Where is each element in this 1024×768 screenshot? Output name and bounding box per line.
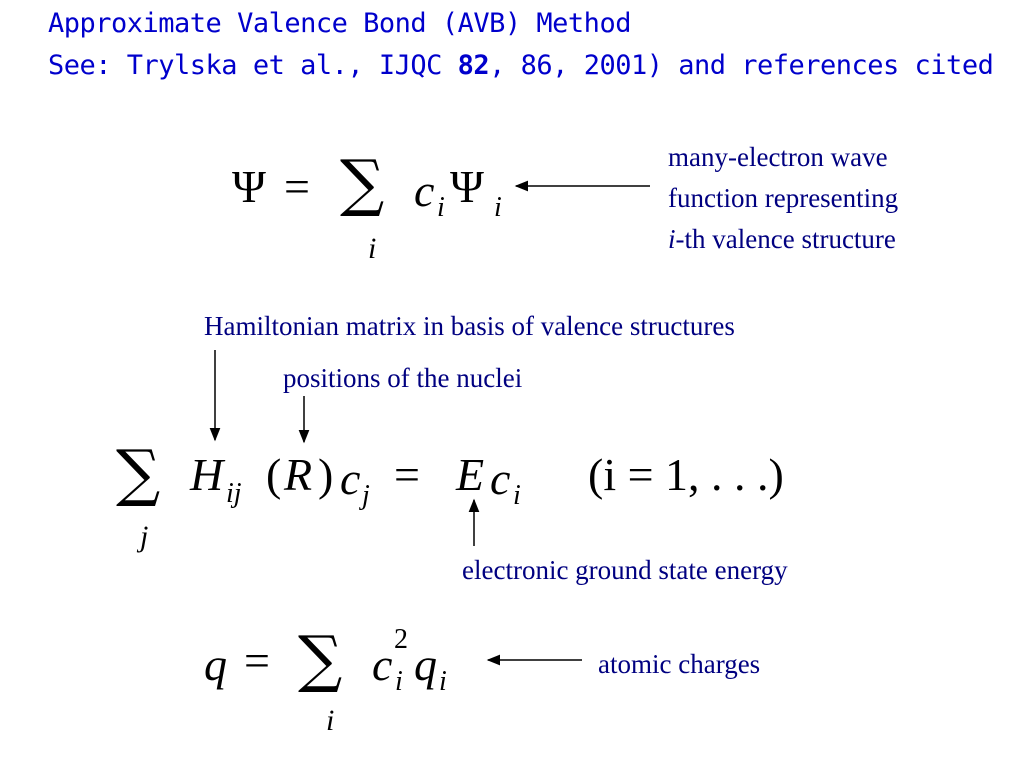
nuclei-annotation: positions of the nuclei — [283, 363, 523, 393]
eig-index-range: (i = 1, . . .) — [588, 449, 784, 500]
ch-c: c — [372, 639, 393, 690]
eig-c-sub: j — [362, 480, 370, 511]
eig-H-sub: ij — [226, 478, 242, 509]
ch-sum-symbol: ∑ — [298, 622, 343, 695]
hamiltonian-annotation: Hamiltonian matrix in basis of valence structures — [204, 311, 735, 341]
eig-R: R — [284, 449, 313, 500]
wf-lhs-psi: Ψ — [232, 161, 266, 212]
wf-equals: = — [284, 161, 310, 212]
energy-annotation: electronic ground state energy — [462, 555, 788, 585]
ch-equals: = — [244, 635, 270, 686]
citation-prefix: See: Trylska et al., IJQC — [48, 50, 458, 81]
wf-psi-sub: i — [494, 192, 502, 223]
wf-coef-sub: i — [437, 192, 445, 223]
eig-ci-sub: i — [513, 480, 521, 511]
wave-annotation-index: i — [668, 224, 676, 254]
eig-sum-symbol: ∑ — [116, 436, 161, 509]
wf-sum-symbol: ∑ — [340, 146, 385, 219]
wf-coef: c — [414, 165, 435, 216]
eig-sum-index: j — [140, 520, 149, 553]
slide-title: Approximate Valence Bond (AVB) Method — [48, 8, 631, 39]
ch-lhs-q: q — [204, 639, 227, 690]
ch-c-sup: 2 — [394, 624, 408, 655]
wave-annotation-rest: -th valence structure — [675, 224, 896, 254]
eig-equals: = — [394, 449, 420, 500]
eig-H: H — [190, 449, 224, 500]
ch-c-sub: i — [395, 666, 403, 697]
eig-c: c — [340, 453, 361, 504]
citation-suffix: , 86, 2001) and references cited — [489, 50, 994, 81]
wf-sum-index: i — [368, 232, 377, 265]
ch-sum-index: i — [326, 704, 335, 737]
wave-annotation-line1: many-electron wave — [668, 142, 888, 172]
eig-open-paren: ( — [266, 449, 282, 500]
eig-ci: c — [490, 453, 511, 504]
eig-close-paren: ) — [318, 449, 334, 500]
wf-psi: Ψ — [450, 161, 484, 212]
eig-E: E — [456, 449, 485, 500]
charges-annotation: atomic charges — [598, 649, 761, 679]
ch-q: q — [414, 639, 437, 690]
ch-q-sub: i — [439, 666, 447, 697]
wave-annotation-line2: function representing — [668, 183, 899, 213]
citation-volume: 82 — [457, 50, 490, 81]
